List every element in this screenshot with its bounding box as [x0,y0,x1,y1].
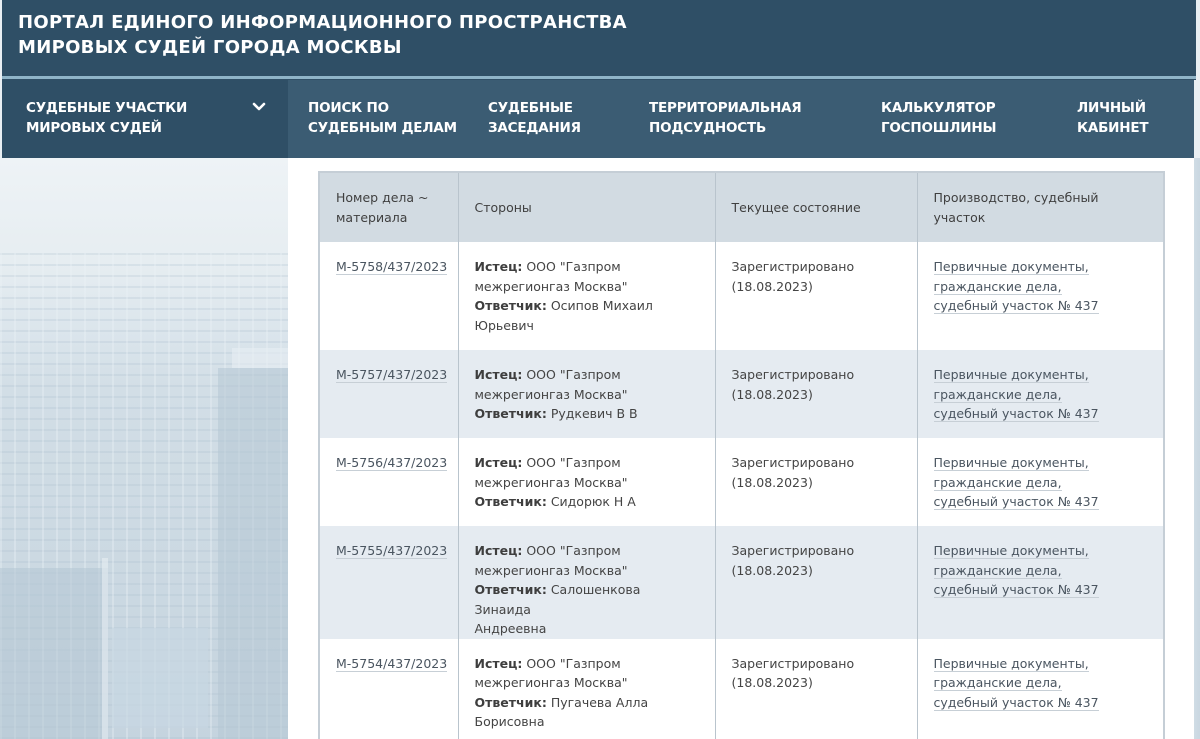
plaintiff-name-cont: межрегионгаз Москва" [474,278,628,294]
status-cell [715,438,917,526]
defendant-name-cont: Юрьевич [474,317,534,333]
production-link[interactable]: Первичные документы, [933,655,1089,671]
nav-item-label: ЗАСЕДАНИЯ [488,120,581,136]
plaintiff-name: ООО "Газпром [526,543,621,558]
defendant-label: Ответчик: [474,494,547,509]
plaintiff-label: Истец: [474,367,523,382]
plaintiff-name-cont: межрегионгаз Москва" [474,562,628,578]
production-link[interactable]: судебный участок № 437 [933,494,1099,509]
nav-item-label: МИРОВЫХ СУДЕЙ [26,120,162,136]
column-header-production: Производство, судебный участок [917,173,1163,242]
case-number-cell [320,526,458,639]
table-header-row [320,173,1163,242]
production-link[interactable]: судебный участок № 437 [933,406,1099,421]
table-row [320,350,1163,438]
status-cell [715,350,917,438]
site-title-line2: МИРОВЫХ СУДЕЙ ГОРОДА МОСКВЫ [18,37,402,58]
cases-table-container [318,171,1165,739]
background-building [218,368,288,739]
case-number-link[interactable]: М-5754/437/2023 [336,655,448,671]
production-link[interactable]: гражданские дела, [933,562,1062,578]
status-cell [715,639,917,739]
nav-item-label: ТЕРРИТОРИАЛЬНАЯ [649,100,802,116]
defendant-label: Ответчик: [474,694,547,710]
production-cell [917,438,1163,526]
defendant-name: Пугачева Алла [550,694,649,710]
background-river [112,628,208,728]
nav-item-label: ПОДСУДНОСТЬ [649,120,767,136]
chevron-down-icon[interactable] [252,100,266,114]
nav-item-case-search[interactable] [308,80,488,158]
parties-cell [458,350,715,438]
production-link[interactable]: судебный участок № 437 [933,298,1099,313]
site-header [2,0,1196,76]
status-date: (18.08.2023) [731,386,813,402]
plaintiff-name-cont: межрегионгаз Москва" [474,386,628,402]
defendant-label: Ответчик: [474,298,547,313]
defendant-name-cont: Андреевна [474,621,547,636]
production-link[interactable]: Первичные документы, [933,543,1089,558]
parties-cell [458,438,715,526]
production-link[interactable]: гражданские дела, [933,675,1062,690]
nav-item-label: ПОИСК ПО [308,100,389,116]
nav-item-jurisdiction[interactable] [649,80,881,158]
status-text: Зарегистрировано [731,543,855,558]
status-cell [715,526,917,639]
production-cell [917,242,1163,350]
column-header-parties: Стороны [458,173,715,242]
table-row [320,242,1163,350]
nav-item-label: ГОСПОШЛИНЫ [881,120,997,136]
parties-cell [458,639,715,739]
column-header-case-number: Номер дела ~ материала [320,173,458,242]
nav-item-label: КАБИНЕТ [1077,120,1149,136]
case-number-link[interactable]: М-5757/437/2023 [336,367,448,382]
production-cell [917,350,1163,438]
production-link[interactable]: Первичные документы, [933,455,1089,470]
plaintiff-name: ООО "Газпром [526,455,621,470]
plaintiff-label: Истец: [474,655,523,671]
nav-item-label: ЛИЧНЫЙ [1077,100,1146,116]
nav-item-fee-calculator[interactable] [881,80,1077,158]
status-text: Зарегистрировано [731,259,855,274]
status-date: (18.08.2023) [731,278,813,294]
nav-item-label: СУДЕБНЫМ ДЕЛАМ [308,120,457,136]
background-building [0,568,108,739]
site-title-line1: ПОРТАЛ ЕДИНОГО ИНФОРМАЦИОННОГО ПРОСТРАНСТВА [18,12,627,33]
cases-table [320,173,1163,739]
defendant-label: Ответчик: [474,582,547,597]
background-building [102,558,108,739]
nav-item-label: КАЛЬКУЛЯТОР [881,100,996,116]
nav-item-personal-account[interactable] [1077,80,1177,158]
table-row [320,438,1163,526]
status-date: (18.08.2023) [731,562,813,578]
defendant-name-cont: Борисовна [474,714,545,729]
status-text: Зарегистрировано [731,655,855,671]
case-number-cell [320,639,458,739]
column-header-status: Текущее состояние [715,173,917,242]
plaintiff-label: Истец: [474,543,523,558]
plaintiff-name: ООО "Газпром [526,655,621,671]
production-link[interactable]: гражданские дела, [933,474,1062,490]
production-link[interactable]: судебный участок № 437 [933,694,1099,710]
nav-item-court-districts[interactable] [2,80,288,158]
production-link[interactable]: судебный участок № 437 [933,582,1099,597]
defendant-name: Рудкевич В В [550,406,638,421]
case-number-cell [320,438,458,526]
production-cell [917,526,1163,639]
case-number-link[interactable]: М-5756/437/2023 [336,455,448,470]
defendant-label: Ответчик: [474,406,547,421]
production-link[interactable]: гражданские дела, [933,386,1062,402]
nav-item-label: СУДЕБНЫЕ [488,100,573,116]
status-cell [715,242,917,350]
case-number-link[interactable]: М-5755/437/2023 [336,543,448,558]
case-number-cell [320,242,458,350]
parties-cell [458,242,715,350]
production-link[interactable]: гражданские дела, [933,278,1062,294]
nav-item-label: СУДЕБНЫЕ УЧАСТКИ [26,100,188,116]
background-city-image [0,158,288,739]
plaintiff-label: Истец: [474,259,523,274]
plaintiff-name-cont: межрегионгаз Москва" [474,474,628,490]
main-nav [2,80,1194,158]
status-date: (18.08.2023) [731,675,813,690]
table-row [320,639,1163,739]
case-number-link[interactable]: М-5758/437/2023 [336,259,448,274]
table-row [320,526,1163,639]
parties-cell [458,526,715,639]
status-text: Зарегистрировано [731,455,855,470]
nav-item-court-sessions[interactable] [488,80,649,158]
production-link[interactable]: Первичные документы, [933,259,1089,274]
defendant-name: Сидорюк Н А [550,494,636,509]
production-link[interactable]: Первичные документы, [933,367,1089,382]
status-text: Зарегистрировано [731,367,855,382]
plaintiff-name: ООО "Газпром [526,367,621,382]
status-date: (18.08.2023) [731,474,813,490]
background-building [232,348,288,368]
defendant-name: Осипов Михаил [550,298,653,313]
plaintiff-name: ООО "Газпром [526,259,621,274]
production-cell [917,639,1163,739]
case-number-cell [320,350,458,438]
plaintiff-label: Истец: [474,455,523,470]
defendant-name: Салошенкова Зинаида [474,582,641,617]
plaintiff-name-cont: межрегионгаз Москва" [474,675,628,690]
